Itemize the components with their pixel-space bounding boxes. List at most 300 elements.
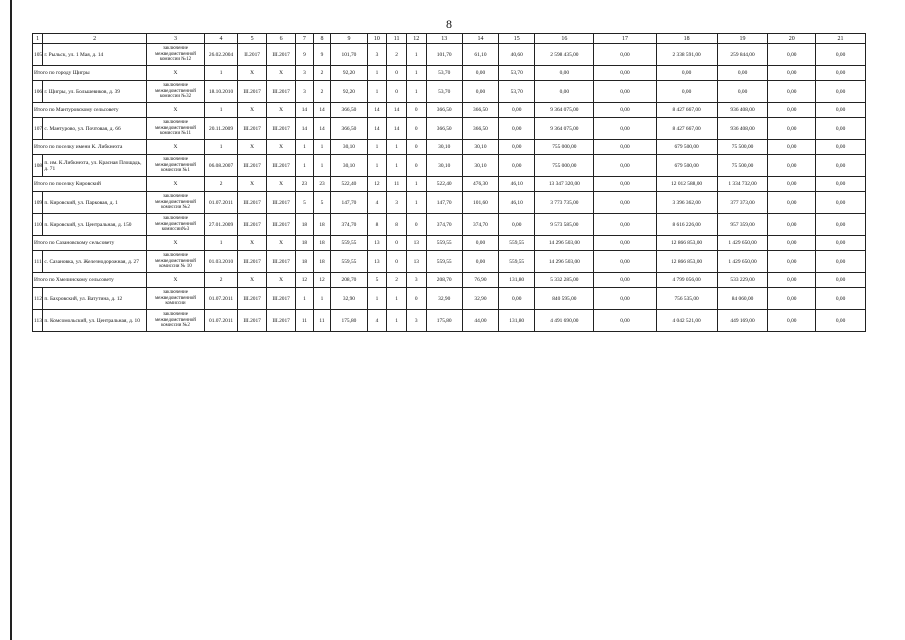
cell-cost-other: 0,00 [816, 310, 866, 332]
cell-cost-extra: 0,00 [768, 214, 816, 236]
header-cell-14: 14 [462, 34, 498, 44]
cell-cost-local: 0,00 [717, 66, 768, 81]
cell-rooms-private: 14 [387, 118, 407, 140]
cell-basis-date: 27.01.2009 [204, 214, 237, 236]
table-row [33, 288, 866, 310]
header-cell-1: 1 [33, 34, 43, 44]
cell-rooms-total: 8 [367, 214, 387, 236]
cell-resettled-area: 101,70 [426, 44, 462, 66]
cell-cost-local: 84 060,00 [717, 288, 768, 310]
cell-rooms-private: 2 [387, 44, 407, 66]
cell-basis-date: 2 [204, 177, 237, 192]
cell-rooms-total: 4 [367, 310, 387, 332]
cell-rooms-total: 14 [367, 103, 387, 118]
cell-cost-other: 0,00 [816, 103, 866, 118]
cell-basis-document: заключение межведомственной комиссии №1 [146, 155, 204, 177]
cell-area-municipal: 53,70 [499, 66, 535, 81]
header-cell-21: 21 [816, 34, 866, 44]
table-row [33, 81, 866, 103]
cell-basis-date: 01.07.2011 [204, 288, 237, 310]
cell-resettled-area: 30,10 [426, 140, 462, 155]
cell-end-quarter: III.2017 [267, 251, 296, 273]
cell-resettled-count: 2 [313, 81, 331, 103]
cell-address: п. Кировский, ул. Центральная, д. 150 [43, 214, 147, 236]
cell-cost-fund: 0,00 [594, 236, 656, 251]
cell-rooms-municipal: 3 [406, 273, 426, 288]
cell-total-cost: 9 573 585,00 [535, 214, 594, 236]
cell-row-number: 109 [33, 192, 43, 214]
cell-start-quarter: Х [238, 236, 267, 251]
cell-cost-fund: 0,00 [594, 118, 656, 140]
subtotal-label: Итого по городу Щигры [33, 66, 147, 81]
table-row [33, 192, 866, 214]
cell-area-municipal: 0,00 [499, 103, 535, 118]
cell-resettled-area: 366,50 [426, 118, 462, 140]
cell-cost-other: 0,00 [816, 192, 866, 214]
cell-row-number: 112 [33, 288, 43, 310]
cell-area-municipal: 0,00 [499, 214, 535, 236]
cell-rooms-municipal: 13 [406, 251, 426, 273]
cell-basis-document: Х [146, 177, 204, 192]
cell-rooms-municipal: 3 [406, 310, 426, 332]
cell-cost-extra: 0,00 [768, 236, 816, 251]
subtotal-label: Итого по Хмелинскому сельсовету [33, 273, 147, 288]
cell-cost-other: 0,00 [816, 236, 866, 251]
cell-cost-regional: 8 616 226,00 [656, 214, 717, 236]
cell-start-quarter: III.2017 [238, 192, 267, 214]
cell-basis-date: 1 [204, 236, 237, 251]
cell-resettled-area: 32,90 [426, 288, 462, 310]
cell-start-quarter: Х [238, 103, 267, 118]
table-row [33, 310, 866, 332]
cell-basis-date: 1 [204, 140, 237, 155]
cell-cost-regional: 12 866 853,00 [656, 236, 717, 251]
cell-basis-document: Х [146, 66, 204, 81]
cell-area-municipal: 46,10 [499, 177, 535, 192]
cell-total-area: 92,20 [331, 66, 367, 81]
cell-basis-date: 06.08.2007 [204, 155, 237, 177]
cell-area-private: 0,00 [462, 236, 498, 251]
cell-address: п. Комсомольский, ул. Центральная, д. 10 [43, 310, 147, 332]
cell-area-municipal: 0,00 [499, 140, 535, 155]
table-row [33, 118, 866, 140]
header-cell-5: 5 [238, 34, 267, 44]
cell-address: с. Сазановка, ул. Железнодорожная, д. 27 [43, 251, 147, 273]
cell-rooms-private: 0 [387, 66, 407, 81]
cell-rooms-total: 1 [367, 288, 387, 310]
cell-cost-regional: 8 427 667,00 [656, 103, 717, 118]
cell-basis-document: заключение межведомственной комиссии №2 [146, 310, 204, 332]
cell-residents-count: 9 [296, 44, 314, 66]
cell-resettled-area: 53,70 [426, 66, 462, 81]
cell-start-quarter: III.2017 [238, 81, 267, 103]
cell-rooms-total: 5 [367, 273, 387, 288]
cell-cost-regional: 679 500,00 [656, 155, 717, 177]
cell-start-quarter: Х [238, 177, 267, 192]
table-row [33, 155, 866, 177]
cell-address: г. Рыльск, ул. 1 Мая, д. 14 [43, 44, 147, 66]
cell-residents-count: 5 [296, 192, 314, 214]
cell-rooms-private: 11 [387, 177, 407, 192]
cell-residents-count: 1 [296, 288, 314, 310]
cell-row-number: 106 [33, 81, 43, 103]
cell-total-cost: 755 000,00 [535, 155, 594, 177]
cell-start-quarter: III.2017 [238, 214, 267, 236]
cell-basis-document: заключение межведомственной комиссии [146, 288, 204, 310]
cell-end-quarter: III.2017 [267, 118, 296, 140]
cell-start-quarter: III.2017 [238, 288, 267, 310]
cell-basis-document: Х [146, 273, 204, 288]
cell-cost-local: 957 359,00 [717, 214, 768, 236]
cell-row-number: 113 [33, 310, 43, 332]
cell-basis-date: 1 [204, 66, 237, 81]
cell-area-municipal: 46,10 [499, 192, 535, 214]
cell-rooms-municipal: 0 [406, 155, 426, 177]
cell-cost-extra: 0,00 [768, 273, 816, 288]
cell-rooms-private: 1 [387, 140, 407, 155]
cell-resettled-count: 1 [313, 140, 331, 155]
cell-basis-date: 20.11.2009 [204, 118, 237, 140]
cell-resettled-area: 559,55 [426, 236, 462, 251]
cell-cost-local: 0,00 [717, 81, 768, 103]
cell-resettled-count: 14 [313, 103, 331, 118]
cell-cost-extra: 0,00 [768, 81, 816, 103]
cell-basis-document: Х [146, 103, 204, 118]
cell-rooms-private: 0 [387, 236, 407, 251]
cell-total-cost: 13 347 320,00 [535, 177, 594, 192]
resettlement-table [32, 33, 866, 332]
subtotal-label: Итого по Мантуровскому сельсовету [33, 103, 147, 118]
cell-rooms-municipal: 0 [406, 118, 426, 140]
cell-basis-document: заключение межведомственной комиссии № 10 [146, 251, 204, 273]
cell-rooms-total: 1 [367, 66, 387, 81]
cell-residents-count: 14 [296, 118, 314, 140]
cell-end-quarter: III.2017 [267, 81, 296, 103]
cell-cost-local: 377 373,00 [717, 192, 768, 214]
cell-area-private: 0,00 [462, 81, 498, 103]
cell-cost-fund: 0,00 [594, 103, 656, 118]
header-cell-6: 6 [267, 34, 296, 44]
cell-area-private: 0,00 [462, 66, 498, 81]
cell-rooms-municipal: 1 [406, 192, 426, 214]
subtotal-row [33, 66, 866, 81]
cell-residents-count: 11 [296, 310, 314, 332]
cell-resettled-area: 366,50 [426, 103, 462, 118]
cell-cost-other: 0,00 [816, 81, 866, 103]
cell-cost-extra: 0,00 [768, 310, 816, 332]
cell-basis-date: 26.02.2004 [204, 44, 237, 66]
cell-end-quarter: Х [267, 140, 296, 155]
cell-cost-regional: 3 396 362,00 [656, 192, 717, 214]
cell-area-private: 101,60 [462, 192, 498, 214]
header-cell-20: 20 [768, 34, 816, 44]
cell-cost-extra: 0,00 [768, 155, 816, 177]
cell-cost-extra: 0,00 [768, 192, 816, 214]
cell-row-number: 107 [33, 118, 43, 140]
cell-resettled-count: 18 [313, 251, 331, 273]
cell-basis-date: 1 [204, 103, 237, 118]
cell-total-cost: 755 000,00 [535, 140, 594, 155]
cell-start-quarter: III.2017 [238, 118, 267, 140]
cell-total-area: 101,70 [331, 44, 367, 66]
cell-start-quarter: II.2017 [238, 44, 267, 66]
cell-rooms-total: 1 [367, 140, 387, 155]
cell-area-private: 366,50 [462, 118, 498, 140]
cell-cost-fund: 0,00 [594, 288, 656, 310]
cell-cost-local: 936 408,00 [717, 103, 768, 118]
cell-area-private: 476,30 [462, 177, 498, 192]
cell-cost-other: 0,00 [816, 44, 866, 66]
header-cell-3: 3 [146, 34, 204, 44]
cell-start-quarter: III.2017 [238, 251, 267, 273]
cell-cost-other: 0,00 [816, 273, 866, 288]
cell-cost-fund: 0,00 [594, 251, 656, 273]
cell-rooms-total: 13 [367, 236, 387, 251]
cell-rooms-private: 14 [387, 103, 407, 118]
cell-total-area: 208,70 [331, 273, 367, 288]
cell-cost-local: 449 169,00 [717, 310, 768, 332]
cell-cost-regional: 12 866 853,00 [656, 251, 717, 273]
cell-rooms-private: 3 [387, 192, 407, 214]
cell-cost-regional: 0,00 [656, 81, 717, 103]
subtotal-label: Итого по Сазановскому сельсовету [33, 236, 147, 251]
cell-cost-other: 0,00 [816, 118, 866, 140]
cell-start-quarter: Х [238, 273, 267, 288]
cell-end-quarter: Х [267, 273, 296, 288]
cell-basis-document: заключение межведомственной комиссии №2 [146, 192, 204, 214]
cell-end-quarter: III.2017 [267, 155, 296, 177]
cell-end-quarter: III.2017 [267, 214, 296, 236]
cell-rooms-private: 0 [387, 251, 407, 273]
cell-area-private: 374,70 [462, 214, 498, 236]
scan-page-edge [10, 0, 12, 640]
cell-total-area: 175,80 [331, 310, 367, 332]
cell-residents-count: 18 [296, 236, 314, 251]
page-number: 8 [446, 17, 452, 31]
cell-cost-fund: 0,00 [594, 44, 656, 66]
cell-cost-other: 0,00 [816, 214, 866, 236]
cell-residents-count: 18 [296, 251, 314, 273]
cell-end-quarter: III.2017 [267, 192, 296, 214]
cell-cost-regional: 0,00 [656, 66, 717, 81]
cell-total-cost: 9 364 075,00 [535, 118, 594, 140]
cell-resettled-area: 147,70 [426, 192, 462, 214]
cell-area-municipal: 40,60 [499, 44, 535, 66]
cell-basis-document: Х [146, 140, 204, 155]
cell-basis-date: 01.07.2011 [204, 192, 237, 214]
cell-residents-count: 18 [296, 214, 314, 236]
cell-cost-local: 1 334 732,00 [717, 177, 768, 192]
cell-cost-extra: 0,00 [768, 140, 816, 155]
cell-residents-count: 23 [296, 177, 314, 192]
cell-resettled-count: 18 [313, 214, 331, 236]
header-row [33, 34, 866, 44]
cell-total-cost: 3 773 735,00 [535, 192, 594, 214]
cell-cost-extra: 0,00 [768, 66, 816, 81]
cell-cost-regional: 679 500,00 [656, 140, 717, 155]
header-cell-15: 15 [499, 34, 535, 44]
cell-cost-regional: 4 799 056,00 [656, 273, 717, 288]
cell-total-area: 522,40 [331, 177, 367, 192]
cell-basis-date: 01.07.2011 [204, 310, 237, 332]
cell-start-quarter: III.2017 [238, 155, 267, 177]
cell-cost-local: 1 429 650,00 [717, 236, 768, 251]
cell-resettled-count: 9 [313, 44, 331, 66]
table-row [33, 251, 866, 273]
cell-resettled-area: 175,80 [426, 310, 462, 332]
cell-rooms-municipal: 0 [406, 140, 426, 155]
cell-rooms-total: 1 [367, 155, 387, 177]
cell-rooms-municipal: 0 [406, 288, 426, 310]
subtotal-row [33, 236, 866, 251]
cell-cost-other: 0,00 [816, 66, 866, 81]
cell-resettled-count: 18 [313, 236, 331, 251]
cell-area-private: 30,10 [462, 140, 498, 155]
cell-row-number: 105 [33, 44, 43, 66]
header-cell-13: 13 [426, 34, 462, 44]
cell-rooms-total: 4 [367, 192, 387, 214]
cell-cost-local: 533 229,00 [717, 273, 768, 288]
cell-area-municipal: 53,70 [499, 81, 535, 103]
cell-total-area: 366,50 [331, 118, 367, 140]
cell-rooms-municipal: 0 [406, 103, 426, 118]
cell-resettled-count: 2 [313, 66, 331, 81]
cell-rooms-private: 1 [387, 310, 407, 332]
cell-resettled-count: 12 [313, 273, 331, 288]
cell-end-quarter: Х [267, 177, 296, 192]
cell-cost-local: 75 500,00 [717, 140, 768, 155]
cell-total-area: 147,70 [331, 192, 367, 214]
cell-address: с. Мантурово, ул. Почтовая, д. 66 [43, 118, 147, 140]
cell-end-quarter: III.2017 [267, 310, 296, 332]
cell-resettled-area: 30,10 [426, 155, 462, 177]
cell-area-private: 76,90 [462, 273, 498, 288]
cell-rooms-private: 1 [387, 288, 407, 310]
cell-area-private: 44,00 [462, 310, 498, 332]
cell-rooms-total: 3 [367, 44, 387, 66]
cell-cost-regional: 2 338 591,00 [656, 44, 717, 66]
cell-address: п. Кировский, ул. Парковая, д. 1 [43, 192, 147, 214]
table-row [33, 44, 866, 66]
cell-area-municipal: 131,80 [499, 310, 535, 332]
subtotal-row [33, 103, 866, 118]
header-cell-2: 2 [43, 34, 147, 44]
cell-address: г. Щигры, ул. Большевиков, д. 39 [43, 81, 147, 103]
cell-start-quarter: Х [238, 66, 267, 81]
cell-start-quarter: Х [238, 140, 267, 155]
subtotal-row [33, 140, 866, 155]
cell-cost-other: 0,00 [816, 155, 866, 177]
cell-resettled-area: 559,55 [426, 251, 462, 273]
cell-cost-extra: 0,00 [768, 118, 816, 140]
cell-area-municipal: 131,80 [499, 273, 535, 288]
cell-area-private: 0,00 [462, 251, 498, 273]
cell-residents-count: 1 [296, 140, 314, 155]
cell-basis-document: Х [146, 236, 204, 251]
cell-total-area: 374,70 [331, 214, 367, 236]
cell-area-private: 30,10 [462, 155, 498, 177]
cell-residents-count: 14 [296, 103, 314, 118]
cell-rooms-municipal: 1 [406, 81, 426, 103]
header-cell-11: 11 [387, 34, 407, 44]
cell-basis-document: заключение межведомственной комиссии №11 [146, 118, 204, 140]
cell-basis-date: 01.03.2010 [204, 251, 237, 273]
cell-cost-regional: 756 535,00 [656, 288, 717, 310]
cell-cost-regional: 12 012 588,00 [656, 177, 717, 192]
cell-total-area: 32,90 [331, 288, 367, 310]
header-cell-12: 12 [406, 34, 426, 44]
header-cell-17: 17 [594, 34, 656, 44]
cell-resettled-count: 14 [313, 118, 331, 140]
cell-total-cost: 0,00 [535, 81, 594, 103]
header-cell-4: 4 [204, 34, 237, 44]
cell-end-quarter: III.2017 [267, 288, 296, 310]
header-cell-10: 10 [367, 34, 387, 44]
cell-start-quarter: III.2017 [238, 310, 267, 332]
cell-total-cost: 5 332 285,00 [535, 273, 594, 288]
cell-rooms-municipal: 13 [406, 236, 426, 251]
cell-cost-other: 0,00 [816, 177, 866, 192]
cell-residents-count: 12 [296, 273, 314, 288]
subtotal-row [33, 177, 866, 192]
cell-total-cost: 14 296 503,00 [535, 251, 594, 273]
cell-cost-extra: 0,00 [768, 177, 816, 192]
cell-address: п. им. К.Либкнехта, ул. Красная Площадь, д. 71 [43, 155, 147, 177]
cell-rooms-municipal: 1 [406, 66, 426, 81]
cell-rooms-municipal: 1 [406, 44, 426, 66]
cell-cost-regional: 8 427 667,00 [656, 118, 717, 140]
cell-total-area: 559,55 [331, 251, 367, 273]
cell-end-quarter: Х [267, 236, 296, 251]
cell-resettled-count: 1 [313, 288, 331, 310]
cell-basis-document: заключение межведомственной комиссии №12 [146, 44, 204, 66]
header-cell-19: 19 [717, 34, 768, 44]
cell-area-municipal: 0,00 [499, 288, 535, 310]
cell-rooms-private: 8 [387, 214, 407, 236]
cell-row-number: 110 [33, 214, 43, 236]
cell-resettled-count: 23 [313, 177, 331, 192]
subtotal-label: Итого по поселку имени К. Либкнехта [33, 140, 147, 155]
cell-cost-extra: 0,00 [768, 251, 816, 273]
cell-end-quarter: Х [267, 66, 296, 81]
cell-area-municipal: 0,00 [499, 118, 535, 140]
cell-basis-document: заключение межведомственной комиссии№3 [146, 214, 204, 236]
cell-total-area: 92,20 [331, 81, 367, 103]
cell-cost-local: 936 408,00 [717, 118, 768, 140]
cell-cost-fund: 0,00 [594, 310, 656, 332]
cell-residents-count: 3 [296, 81, 314, 103]
subtotal-label: Итого по поселку Кировский [33, 177, 147, 192]
cell-end-quarter: Х [267, 103, 296, 118]
cell-end-quarter: III.2017 [267, 44, 296, 66]
cell-total-cost: 14 296 503,00 [535, 236, 594, 251]
cell-cost-fund: 0,00 [594, 273, 656, 288]
cell-address: п. Бахровский, ул. Ватутина, д. 12 [43, 288, 147, 310]
cell-resettled-area: 374,70 [426, 214, 462, 236]
cell-total-cost: 9 364 075,00 [535, 103, 594, 118]
cell-rooms-municipal: 0 [406, 214, 426, 236]
cell-cost-regional: 4 042 521,00 [656, 310, 717, 332]
cell-residents-count: 1 [296, 155, 314, 177]
cell-cost-local: 259 844,00 [717, 44, 768, 66]
cell-rooms-total: 1 [367, 81, 387, 103]
cell-rooms-total: 14 [367, 118, 387, 140]
cell-residents-count: 3 [296, 66, 314, 81]
cell-row-number: 108 [33, 155, 43, 177]
cell-resettled-area: 53,70 [426, 81, 462, 103]
cell-rooms-private: 2 [387, 273, 407, 288]
cell-cost-local: 75 500,00 [717, 155, 768, 177]
